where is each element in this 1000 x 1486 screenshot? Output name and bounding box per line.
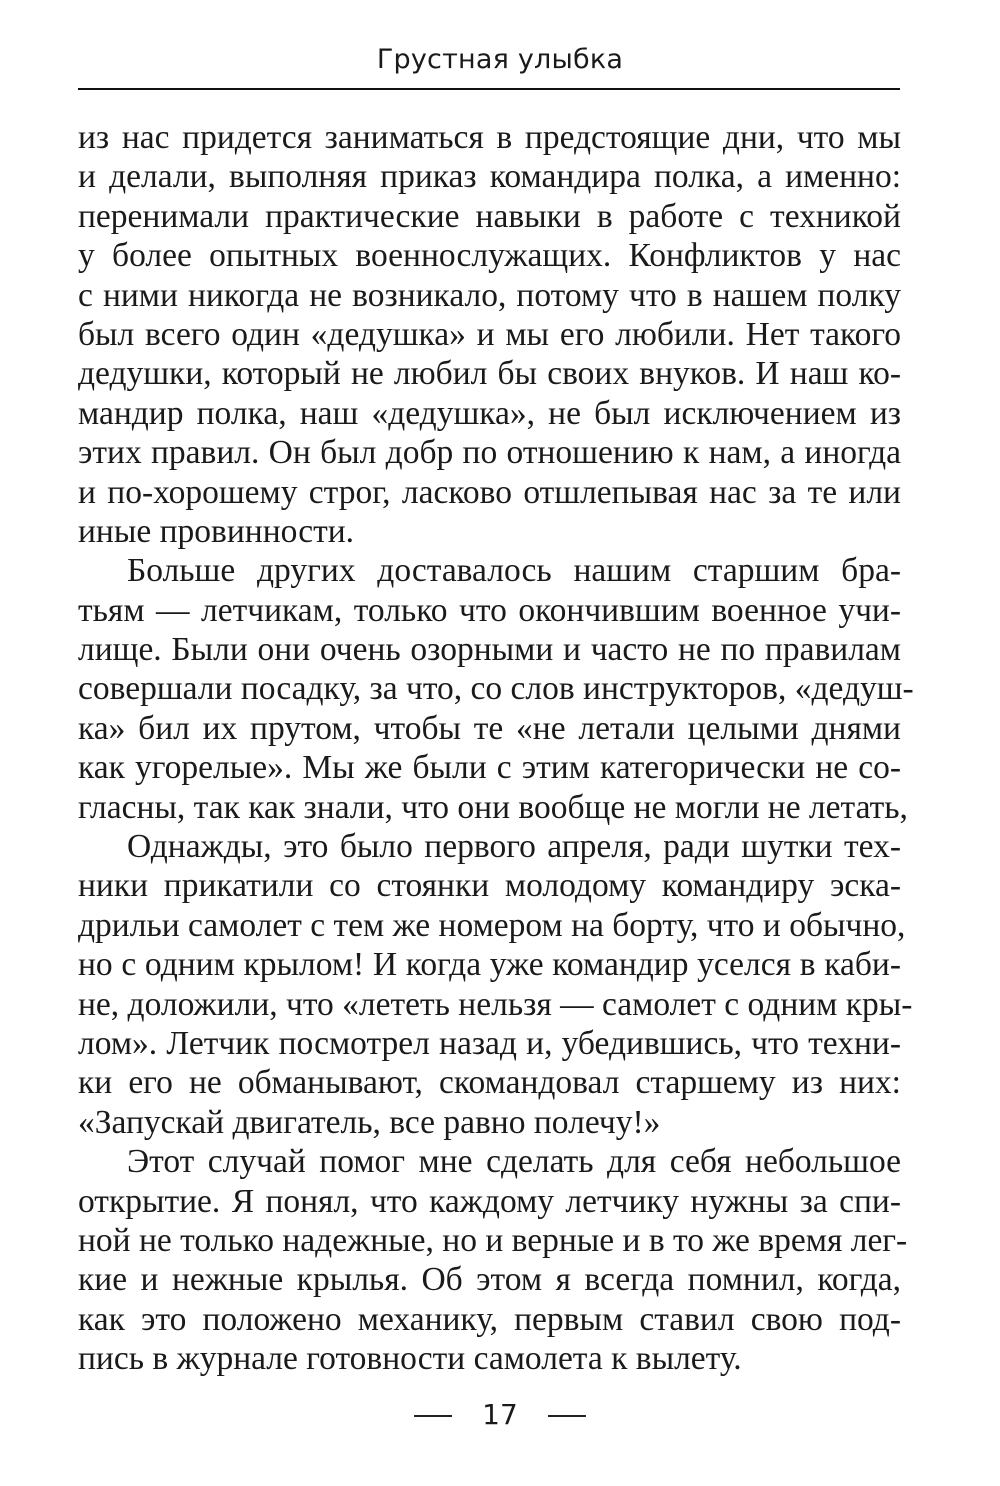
text-line: и по-хорошему строг, ласково отшлепывая нас за те или <box>78 473 901 511</box>
text-line: с ними никогда не возникало, потому что в нашем полку <box>78 276 901 314</box>
text-line: не, доложили, что «лететь нельзя — самолет с одним кры- <box>78 985 913 1023</box>
text-line: мандир полка, наш «дедушка», не был исключением из <box>78 394 901 432</box>
text-line: гласны, так как знали, что они вообще не могли не летать, <box>78 788 908 826</box>
text-line: пись в журнале готовности самолета к вылету. <box>78 1340 742 1378</box>
page-number-footer <box>0 1398 1000 1431</box>
text-line: и делали, выполняя приказ командира полка, а именно: <box>78 158 901 196</box>
text-line: иные провинности. <box>78 512 355 550</box>
running-head-title: Грустная улыбка <box>376 44 624 75</box>
text-line: ка» бил их прутом, чтобы те «не летали целыми днями <box>78 709 901 747</box>
text-line: Этот случай помог мне сделать для себя небольшое <box>127 1143 901 1181</box>
text-line: кие и нежные крылья. Об этом я всегда помнил, когда, <box>78 1261 901 1299</box>
text-line: этих правил. Он был добр по отношению к нам, а иногда <box>78 434 901 472</box>
text-line: был всего один «дедушка» и мы его любили. Нет такого <box>78 315 901 353</box>
text-line: дрильи самолет с тем же номером на борту, что и обычно, <box>78 906 906 944</box>
text-line: у более опытных военнослужащих. Конфликтов у нас <box>78 237 901 275</box>
text-line: Больше других доставалось нашим старшим бра- <box>127 552 901 590</box>
text-line: ки его не обманывают, скомандовал старшему из них: <box>78 1064 901 1102</box>
text-line: открытие. Я понял, что каждому летчику нужны за спи- <box>78 1182 901 1220</box>
page-number: 17 <box>482 1398 518 1431</box>
text-line: совершали посадку, за что, со слов инструкторов, «дедуш- <box>78 670 914 708</box>
text-line: Однажды, это было первого апреля, ради шутки тех- <box>127 828 901 866</box>
text-line: «Запускай двигатель, все равно полечу!» <box>78 1103 661 1141</box>
text-line: дедушки, который не любил бы своих внуков. И наш ко- <box>78 355 901 393</box>
text-line: ной не только надежные, но и верные и в то же время лег- <box>78 1221 908 1259</box>
body-text <box>78 118 914 1379</box>
text-line: лище. Были они очень озорными и часто не по правилам <box>78 631 901 669</box>
header-rule <box>78 88 900 90</box>
text-line: перенимали практические навыки в работе с техникой <box>78 197 901 235</box>
text-line: но с одним крылом! И когда уже командир уселся в каби- <box>78 946 901 984</box>
folio-dash-right <box>548 1415 586 1417</box>
text-line: ники прикатили со стоянки молодому командиру эска- <box>78 867 901 905</box>
text-line: из нас придется заниматься в предстоящие дни, что мы <box>78 119 901 156</box>
text-line: лом». Летчик посмотрел назад и, убедившись, что техни- <box>78 1024 901 1062</box>
text-line: как угорелые». Мы же были с этим категорически не со- <box>78 749 901 787</box>
folio-dash-left <box>414 1415 452 1417</box>
text-line: тьям — летчикам, только что окончившим военное учи- <box>78 591 901 629</box>
text-line: как это положено механику, первым ставил свою под- <box>78 1300 901 1338</box>
